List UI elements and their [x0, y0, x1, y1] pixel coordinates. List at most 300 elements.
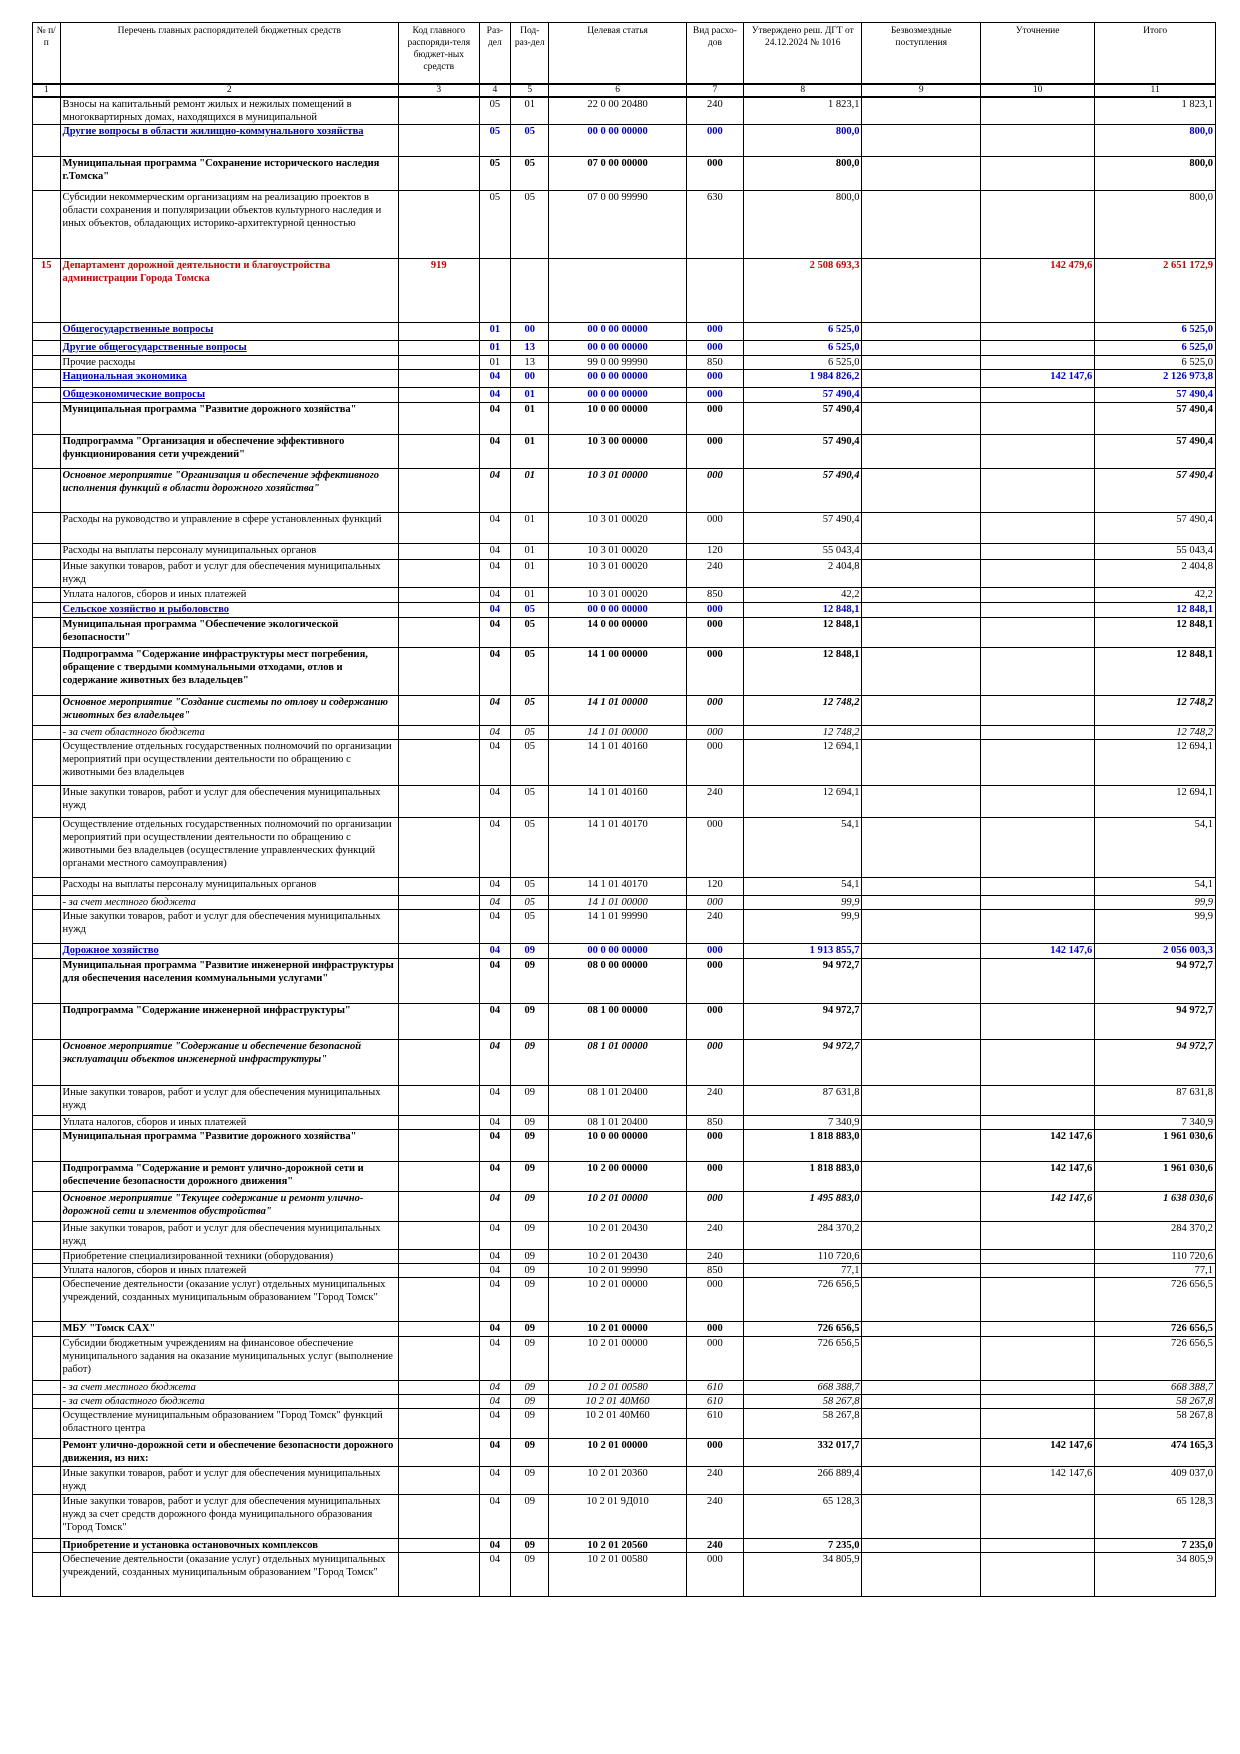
row-expense-type: 000	[686, 341, 743, 356]
row-approved: 6 525,0	[743, 356, 862, 370]
row-subsection: 05	[511, 603, 549, 618]
table-row	[33, 1278, 1216, 1322]
row-number: 15	[33, 259, 61, 323]
column-number: 2	[60, 84, 399, 97]
row-subsection: 01	[511, 560, 549, 588]
row-approved: 800,0	[743, 157, 862, 191]
row-total: 800,0	[1095, 157, 1216, 191]
row-number	[33, 1004, 61, 1040]
row-section: 01	[479, 323, 511, 341]
table-row	[33, 513, 1216, 544]
row-adjustment	[980, 786, 1094, 818]
row-approved: 57 490,4	[743, 403, 862, 435]
table-row	[33, 1539, 1216, 1553]
row-expense-type: 000	[686, 513, 743, 544]
table-row	[33, 259, 1216, 323]
row-expense-type: 000	[686, 1130, 743, 1162]
row-subsection: 05	[511, 726, 549, 740]
row-name: Дорожное хозяйство	[60, 944, 399, 959]
row-adjustment	[980, 896, 1094, 910]
row-subsection: 09	[511, 1395, 549, 1409]
row-approved: 12 694,1	[743, 740, 862, 786]
row-section: 05	[479, 97, 511, 125]
row-name: Приобретение специализированной техники (оборудования)	[60, 1250, 399, 1264]
row-subsection: 05	[511, 878, 549, 896]
row-free-receipts	[862, 191, 981, 259]
row-name: Обеспечение деятельности (оказание услуг) отдельных муниципальных учреждений, созданных муниципальным образованием "Город Томск"	[60, 1553, 399, 1597]
row-article: 10 2 01 99990	[549, 1264, 687, 1278]
row-approved: 7 235,0	[743, 1539, 862, 1553]
row-adjustment: 142 479,6	[980, 259, 1094, 323]
row-adjustment	[980, 513, 1094, 544]
row-free-receipts	[862, 97, 981, 125]
row-number	[33, 435, 61, 469]
header-expense-type: Вид расхо-дов	[686, 23, 743, 84]
row-subsection: 05	[511, 910, 549, 944]
table-row	[33, 157, 1216, 191]
row-section: 04	[479, 1553, 511, 1597]
row-total: 668 388,7	[1095, 1381, 1216, 1395]
row-free-receipts	[862, 1264, 981, 1278]
row-article: 10 2 01 9Д010	[549, 1495, 687, 1539]
row-adjustment	[980, 191, 1094, 259]
row-code	[399, 696, 479, 726]
row-section: 04	[479, 618, 511, 648]
row-total: 12 694,1	[1095, 740, 1216, 786]
row-article: 00 0 00 00000	[549, 341, 687, 356]
row-name: Основное мероприятие "Организация и обеспечение эффективного исполнения функций в области дорожного хозяйства"	[60, 469, 399, 513]
row-subsection: 09	[511, 1467, 549, 1495]
row-total: 800,0	[1095, 191, 1216, 259]
row-total: 726 656,5	[1095, 1278, 1216, 1322]
row-expense-type: 000	[686, 370, 743, 388]
row-number	[33, 878, 61, 896]
row-free-receipts	[862, 1130, 981, 1162]
table-row	[33, 896, 1216, 910]
row-article: 00 0 00 00000	[549, 944, 687, 959]
row-approved: 77,1	[743, 1264, 862, 1278]
row-number	[33, 544, 61, 560]
row-article: 00 0 00 00000	[549, 603, 687, 618]
row-adjustment	[980, 959, 1094, 1004]
row-adjustment	[980, 726, 1094, 740]
row-adjustment	[980, 157, 1094, 191]
row-number	[33, 944, 61, 959]
row-expense-type: 000	[686, 959, 743, 1004]
row-name: Основное мероприятие "Содержание и обеспечение безопасной эксплуатации объектов инженерной инфраструктуры"	[60, 1040, 399, 1086]
row-name: Муниципальная программа "Развитие инженерной инфраструктуры для обеспечения населения коммунальными услугами"	[60, 959, 399, 1004]
row-code	[399, 603, 479, 618]
table-row	[33, 388, 1216, 403]
table-row	[33, 1395, 1216, 1409]
row-section: 04	[479, 603, 511, 618]
row-subsection: 09	[511, 1086, 549, 1116]
row-code	[399, 818, 479, 878]
row-expense-type: 000	[686, 603, 743, 618]
row-article: 14 1 01 00000	[549, 896, 687, 910]
row-expense-type: 000	[686, 435, 743, 469]
row-expense-type: 240	[686, 1495, 743, 1539]
row-section: 04	[479, 544, 511, 560]
row-expense-type: 240	[686, 1086, 743, 1116]
budget-table	[32, 22, 1216, 1597]
row-free-receipts	[862, 726, 981, 740]
row-subsection: 01	[511, 513, 549, 544]
row-section: 01	[479, 356, 511, 370]
row-subsection: 09	[511, 1495, 549, 1539]
row-approved: 58 267,8	[743, 1409, 862, 1439]
row-section: 04	[479, 403, 511, 435]
row-adjustment	[980, 403, 1094, 435]
row-approved: 1 495 883,0	[743, 1192, 862, 1222]
row-name: - за счет областного бюджета	[60, 726, 399, 740]
row-code	[399, 618, 479, 648]
row-free-receipts	[862, 356, 981, 370]
row-approved: 726 656,5	[743, 1278, 862, 1322]
row-article: 08 0 00 00000	[549, 959, 687, 1004]
row-article: 10 3 01 00020	[549, 560, 687, 588]
row-subsection: 05	[511, 125, 549, 157]
row-approved: 12 748,2	[743, 696, 862, 726]
table-row	[33, 544, 1216, 560]
row-number	[33, 1553, 61, 1597]
row-article: 10 2 01 00000	[549, 1278, 687, 1322]
row-subsection: 09	[511, 1004, 549, 1040]
row-adjustment	[980, 435, 1094, 469]
table-row	[33, 1467, 1216, 1495]
row-subsection: 09	[511, 1322, 549, 1337]
row-free-receipts	[862, 896, 981, 910]
row-subsection: 05	[511, 648, 549, 696]
row-subsection: 09	[511, 1278, 549, 1322]
row-code	[399, 878, 479, 896]
row-approved: 726 656,5	[743, 1337, 862, 1381]
row-free-receipts	[862, 125, 981, 157]
row-free-receipts	[862, 370, 981, 388]
row-number	[33, 603, 61, 618]
row-number	[33, 1337, 61, 1381]
row-subsection: 01	[511, 403, 549, 435]
row-adjustment	[980, 1553, 1094, 1597]
row-adjustment	[980, 588, 1094, 603]
row-total: 42,2	[1095, 588, 1216, 603]
row-subsection: 05	[511, 786, 549, 818]
table-row	[33, 370, 1216, 388]
table-row	[33, 910, 1216, 944]
row-adjustment	[980, 910, 1094, 944]
row-name: Муниципальная программа "Обеспечение экологической безопасности"	[60, 618, 399, 648]
column-number: 3	[399, 84, 479, 97]
row-total: 54,1	[1095, 818, 1216, 878]
row-number	[33, 388, 61, 403]
row-total: 57 490,4	[1095, 469, 1216, 513]
row-total: 12 848,1	[1095, 618, 1216, 648]
row-section: 04	[479, 944, 511, 959]
row-name: Другие общегосударственные вопросы	[60, 341, 399, 356]
column-number: 7	[686, 84, 743, 97]
row-article: 22 0 00 20480	[549, 97, 687, 125]
row-expense-type: 000	[686, 1553, 743, 1597]
row-adjustment	[980, 1086, 1094, 1116]
row-adjustment	[980, 1395, 1094, 1409]
row-number	[33, 896, 61, 910]
row-adjustment	[980, 696, 1094, 726]
header-number: № п/п	[33, 23, 61, 84]
row-name: Сельское хозяйство и рыболовство	[60, 603, 399, 618]
row-code	[399, 97, 479, 125]
row-name: Обеспечение деятельности (оказание услуг) отдельных муниципальных учреждений, созданных муниципальным образованием "Город Томск"	[60, 1278, 399, 1322]
row-expense-type: 240	[686, 1539, 743, 1553]
row-number	[33, 696, 61, 726]
row-section: 04	[479, 1322, 511, 1337]
row-expense-type: 000	[686, 726, 743, 740]
row-free-receipts	[862, 740, 981, 786]
header-adjustment: Уточнение	[980, 23, 1094, 84]
row-name: Подпрограмма "Содержание инженерной инфраструктуры"	[60, 1004, 399, 1040]
row-code	[399, 469, 479, 513]
row-number	[33, 910, 61, 944]
row-name: Основное мероприятие "Текущее содержание и ремонт улично-дорожной сети и элементов обустройства"	[60, 1192, 399, 1222]
row-section: 04	[479, 588, 511, 603]
row-subsection: 01	[511, 544, 549, 560]
row-section: 04	[479, 1130, 511, 1162]
row-section: 04	[479, 513, 511, 544]
row-code	[399, 341, 479, 356]
table-row	[33, 603, 1216, 618]
row-free-receipts	[862, 1162, 981, 1192]
row-total: 94 972,7	[1095, 1040, 1216, 1086]
row-free-receipts	[862, 1395, 981, 1409]
row-code	[399, 1337, 479, 1381]
row-approved: 800,0	[743, 191, 862, 259]
row-code	[399, 1116, 479, 1130]
table-row	[33, 1250, 1216, 1264]
row-code	[399, 323, 479, 341]
row-name: Муниципальная программа "Сохранение исторического наследия г.Томска"	[60, 157, 399, 191]
table-row	[33, 1192, 1216, 1222]
table-row	[33, 786, 1216, 818]
column-number: 11	[1095, 84, 1216, 97]
row-approved: 54,1	[743, 818, 862, 878]
row-subsection: 01	[511, 469, 549, 513]
row-subsection: 01	[511, 97, 549, 125]
row-article: 10 0 00 00000	[549, 403, 687, 435]
row-free-receipts	[862, 944, 981, 959]
row-article: 00 0 00 00000	[549, 388, 687, 403]
row-name: Иные закупки товаров, работ и услуг для обеспечения муниципальных нужд	[60, 1222, 399, 1250]
row-number	[33, 341, 61, 356]
row-expense-type: 610	[686, 1395, 743, 1409]
row-total: 1 961 030,6	[1095, 1130, 1216, 1162]
row-approved: 65 128,3	[743, 1495, 862, 1539]
table-row	[33, 618, 1216, 648]
row-free-receipts	[862, 341, 981, 356]
row-adjustment	[980, 1278, 1094, 1322]
row-free-receipts	[862, 1553, 981, 1597]
column-number: 1	[33, 84, 61, 97]
row-adjustment	[980, 1004, 1094, 1040]
row-total: 2 126 973,8	[1095, 370, 1216, 388]
row-article: 14 1 01 40160	[549, 786, 687, 818]
row-total: 58 267,8	[1095, 1395, 1216, 1409]
row-approved: 6 525,0	[743, 323, 862, 341]
row-subsection: 01	[511, 435, 549, 469]
row-article: 14 1 01 40170	[549, 818, 687, 878]
row-total: 57 490,4	[1095, 403, 1216, 435]
row-article: 10 3 01 00000	[549, 469, 687, 513]
row-expense-type: 000	[686, 157, 743, 191]
row-article: 10 2 00 00000	[549, 1162, 687, 1192]
row-section	[479, 259, 511, 323]
row-free-receipts	[862, 259, 981, 323]
row-name: Ремонт улично-дорожной сети и обеспечение безопасности дорожного движения, из них:	[60, 1439, 399, 1467]
row-adjustment	[980, 323, 1094, 341]
row-code	[399, 1162, 479, 1192]
row-code	[399, 1130, 479, 1162]
row-section: 04	[479, 560, 511, 588]
row-approved: 2 508 693,3	[743, 259, 862, 323]
row-code	[399, 435, 479, 469]
row-expense-type: 610	[686, 1409, 743, 1439]
row-free-receipts	[862, 403, 981, 435]
row-code	[399, 544, 479, 560]
row-adjustment	[980, 648, 1094, 696]
table-row	[33, 469, 1216, 513]
row-number	[33, 1322, 61, 1337]
row-section: 04	[479, 435, 511, 469]
row-section: 04	[479, 740, 511, 786]
row-approved: 87 631,8	[743, 1086, 862, 1116]
row-article: 00 0 00 00000	[549, 370, 687, 388]
table-row	[33, 435, 1216, 469]
row-name: - за счет местного бюджета	[60, 1381, 399, 1395]
row-subsection: 09	[511, 1130, 549, 1162]
row-number	[33, 1439, 61, 1467]
row-section: 04	[479, 1222, 511, 1250]
row-free-receipts	[862, 157, 981, 191]
row-subsection: 09	[511, 1381, 549, 1395]
row-adjustment	[980, 341, 1094, 356]
row-code	[399, 896, 479, 910]
row-name: Иные закупки товаров, работ и услуг для обеспечения муниципальных нужд	[60, 786, 399, 818]
row-adjustment	[980, 603, 1094, 618]
row-code	[399, 1192, 479, 1222]
row-total: 12 848,1	[1095, 648, 1216, 696]
row-code	[399, 1467, 479, 1495]
row-section: 04	[479, 388, 511, 403]
row-section: 04	[479, 1040, 511, 1086]
row-total: 1 823,1	[1095, 97, 1216, 125]
header-name: Перечень главных распорядителей бюджетных средств	[60, 23, 399, 84]
table-row	[33, 1322, 1216, 1337]
row-article: 08 1 01 20400	[549, 1116, 687, 1130]
row-approved: 1 913 855,7	[743, 944, 862, 959]
row-code	[399, 1322, 479, 1337]
row-expense-type: 240	[686, 1250, 743, 1264]
row-code	[399, 726, 479, 740]
row-code	[399, 370, 479, 388]
row-section: 04	[479, 370, 511, 388]
row-subsection: 05	[511, 157, 549, 191]
row-adjustment	[980, 388, 1094, 403]
table-row	[33, 878, 1216, 896]
row-number	[33, 323, 61, 341]
row-expense-type: 120	[686, 544, 743, 560]
row-number	[33, 648, 61, 696]
row-subsection: 00	[511, 370, 549, 388]
row-section: 04	[479, 726, 511, 740]
row-article: 10 2 01 40М60	[549, 1409, 687, 1439]
row-free-receipts	[862, 1322, 981, 1337]
row-subsection: 05	[511, 818, 549, 878]
row-article: 10 2 01 20360	[549, 1467, 687, 1495]
row-total: 99,9	[1095, 910, 1216, 944]
row-total: 2 404,8	[1095, 560, 1216, 588]
row-section: 05	[479, 125, 511, 157]
row-article: 14 1 01 00000	[549, 696, 687, 726]
table-row	[33, 818, 1216, 878]
table-row	[33, 125, 1216, 157]
row-subsection: 09	[511, 1264, 549, 1278]
row-name: Прочие расходы	[60, 356, 399, 370]
row-name: Иные закупки товаров, работ и услуг для обеспечения муниципальных нужд	[60, 560, 399, 588]
row-free-receipts	[862, 1467, 981, 1495]
row-code	[399, 191, 479, 259]
row-name: Основное мероприятие "Создание системы по отлову и содержанию животных без владельцев"	[60, 696, 399, 726]
row-free-receipts	[862, 1409, 981, 1439]
row-section: 04	[479, 1192, 511, 1222]
row-expense-type: 610	[686, 1381, 743, 1395]
row-number	[33, 1278, 61, 1322]
row-approved: 1 818 883,0	[743, 1130, 862, 1162]
row-name: Взносы на капитальный ремонт жилых и нежилых помещений в многоквартирных домах, находящихся в муниципальной	[60, 97, 399, 125]
row-total: 77,1	[1095, 1264, 1216, 1278]
row-adjustment	[980, 1337, 1094, 1381]
row-number	[33, 1130, 61, 1162]
row-subsection: 09	[511, 1040, 549, 1086]
row-code	[399, 1040, 479, 1086]
row-adjustment	[980, 1222, 1094, 1250]
row-code: 919	[399, 259, 479, 323]
row-total: 284 370,2	[1095, 1222, 1216, 1250]
table-row	[33, 588, 1216, 603]
table-row	[33, 1409, 1216, 1439]
row-number	[33, 1040, 61, 1086]
row-approved: 12 848,1	[743, 603, 862, 618]
row-expense-type: 850	[686, 588, 743, 603]
row-approved: 7 340,9	[743, 1116, 862, 1130]
row-section: 04	[479, 1467, 511, 1495]
row-adjustment	[980, 469, 1094, 513]
row-article: 10 2 01 00000	[549, 1439, 687, 1467]
row-name: Уплата налогов, сборов и иных платежей	[60, 1116, 399, 1130]
row-free-receipts	[862, 469, 981, 513]
row-free-receipts	[862, 1116, 981, 1130]
row-free-receipts	[862, 1539, 981, 1553]
row-adjustment: 142 147,6	[980, 1130, 1094, 1162]
row-total: 94 972,7	[1095, 959, 1216, 1004]
row-number	[33, 1192, 61, 1222]
row-number	[33, 1162, 61, 1192]
row-adjustment	[980, 1495, 1094, 1539]
row-approved: 266 889,4	[743, 1467, 862, 1495]
row-adjustment: 142 147,6	[980, 370, 1094, 388]
header-free-receipts: Безвозмездные поступления	[862, 23, 981, 84]
row-total: 58 267,8	[1095, 1409, 1216, 1439]
row-subsection: 09	[511, 1250, 549, 1264]
row-expense-type: 000	[686, 1004, 743, 1040]
row-article: 10 2 01 20430	[549, 1222, 687, 1250]
